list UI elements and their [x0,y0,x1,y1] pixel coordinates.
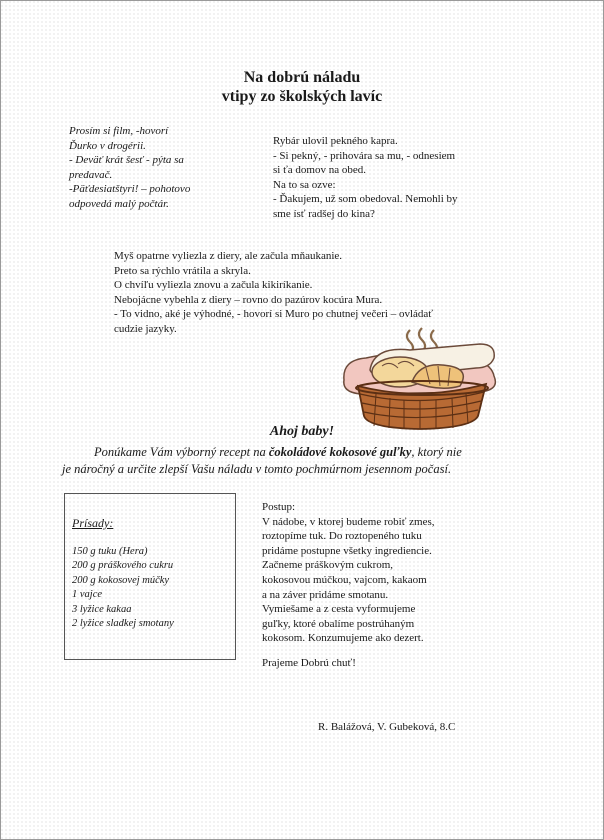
joke-line: - Ďakujem, už som obedoval. Nemohli by [273,193,458,205]
joke-line: O chvíľu vyliezla znovu a začula kikiríkanie. [114,279,313,291]
recipe-closing: Prajeme Dobrú chuť! [262,656,356,669]
joke-mouse [114,249,474,336]
joke-line: Na to sa ozve: [273,178,336,191]
ingredients-list [72,545,174,631]
joke-line: cudzie jazyky. [114,322,177,335]
joke-line: Rybár ulovil pekného kapra. [273,135,398,147]
ingredient-item: 2 lyžice sladkej smotany [72,618,174,630]
recipe-heading: Ahoj baby! [269,424,335,439]
recipe-intro [62,444,542,477]
procedure-line: roztopíme tuk. Do roztopeného tuku [262,530,422,543]
joke-line: sme ísť radšej do kina? [273,207,375,220]
procedure-line: pridáme postupne všetky ingrediencie. [262,544,432,557]
joke-line: Prosím si film, -hovorí [69,125,169,137]
ingredient-item: 3 lyžice kakaa [72,603,132,615]
joke-line: - Deväť krát šesť - pýta sa [69,154,184,166]
intro-recipe-name: čokoládové kokosové guľky [268,445,412,459]
joke-line: - Si pekný, - prihovára sa mu, - odnesiem [273,149,456,162]
recipe-intro-line-2: je náročný a určite zlepší Vašu náladu v tomto pochmúrnom jesennom počasí. [62,461,452,476]
joke-line: predavač. [69,168,113,181]
procedure-line: Vymiešame a z cesta vyformujeme [262,603,416,616]
ingredient-item: 1 vajce [72,589,103,601]
joke-line: Nebojácne vybehla z diery – rovno do pazúrov kocúra Mura. [114,293,383,306]
joke-line: si ťa domov na obed. [273,164,366,176]
ingredient-item: 200 g kokosovej múčky [72,574,170,586]
joke-line: Ďurko v drogérii. [69,139,146,152]
title-line-1: Na dobrú náladu [243,69,361,86]
ingredient-item: 150 g tuku (Hera) [72,546,148,557]
procedure-line: Začneme práškovým cukrom, [262,559,394,572]
joke-line: - To vidno, aké je výhodné, - hovorí si Muro po chutnej večeri – ovládať [114,308,433,320]
procedure [262,500,502,671]
procedure-line: a na záver pridáme smotanu. [262,588,389,601]
procedure-line: kokosovou múčkou, vajcom, kakaom [262,573,427,586]
procedure-line: kokosom. Konzumujeme ako dezert. [262,632,424,645]
procedure-line: V nádobe, v ktorej budeme robiť zmes, [262,515,435,528]
page-title [0,68,604,106]
intro-text: Ponúkame Vám výborný recept na [94,445,269,459]
joke-line: odpovedá malý počtár. [69,197,169,210]
title-line-2: vtipy zo školských lavíc [221,88,383,105]
procedure-line: Postup: [262,501,296,513]
joke-line: Preto sa rýchlo vrátila a skryla. [114,264,251,277]
ingredients-box [64,493,236,660]
bread-basket-icon [340,326,500,432]
joke-film [69,124,249,211]
joke-line: Myš opatrne vyliezla z diery, ale začula mňaukanie. [114,250,343,262]
joke-carp [273,134,493,221]
procedure-line: guľky, ktoré obalíme postrúhaným [262,617,415,630]
intro-text: , ktorý nie [411,445,462,459]
joke-line: -Päťdesiatštyri! – pohotovo [69,183,191,195]
ingredient-item: 200 g práškového cukru [72,560,174,572]
recipe-intro-line-1 [62,444,542,461]
ingredients-title: Prísady: [72,516,114,530]
authors: R. Balážová, V. Gubeková, 8.C [318,721,456,733]
